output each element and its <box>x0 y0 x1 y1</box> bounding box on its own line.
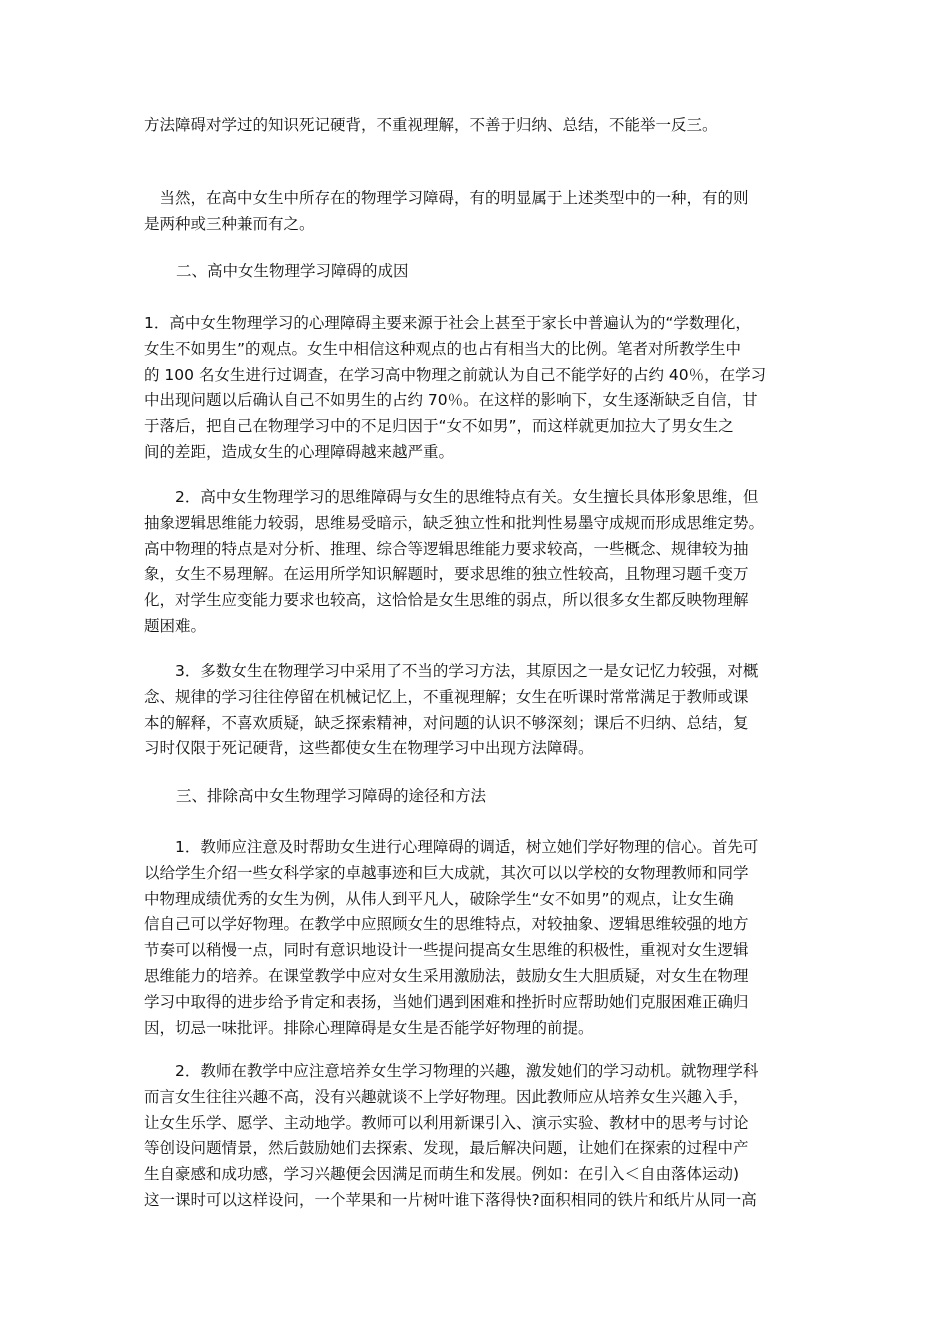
section-heading-causes: 二、高中女生物理学习障碍的成因 <box>176 262 409 280</box>
text-line: 生自豪感和成功感，学习兴趣便会因满足而萌生和发展。例如：在引入＜自由落体运动) <box>144 1165 740 1184</box>
text-line: 间的差距，造成女生的心理障碍越来越严重。 <box>144 442 455 461</box>
text-line: 是两种或三种兼而有之。 <box>144 214 315 233</box>
text-line: 因，切忌一味批评。排除心理障碍是女生是否能学好物理的前提。 <box>144 1018 594 1037</box>
text-line: 等创设问题情景，然后鼓励她们去探索、发现，最后解决问题，让她们在探索的过程中产 <box>144 1139 749 1158</box>
text-line: 以给学生介绍一些女科学家的卓越事迹和巨大成就，其次可以以学校的女物理教师和同学 <box>144 863 749 882</box>
text-line: 方法障碍对学过的知识死记硬背，不重视理解，不善于归纳、总结，不能举一反三。 <box>144 116 718 134</box>
text-line: 化，对学生应变能力要求也较高，这恰恰是女生思维的弱点，所以很多女生都反映物理解 <box>144 591 749 610</box>
text-line: 节奏可以稍慢一点，同时有意识地设计一些提问提高女生思维的积极性，重视对女生逻辑 <box>144 941 749 960</box>
text-line: 1．教师应注意及时帮助女生进行心理障碍的调适，树立她们学好物理的信心。首先可 <box>144 838 759 856</box>
text-line: 的 100 名女生进行过调查，在学习高中物理之前就认为自己不能学好的占约 40％，在学习 <box>144 365 767 384</box>
text-line: 思维能力的培养。在课堂教学中应对女生采用激励法，鼓励女生大胆质疑，对女生在物理 <box>144 966 749 985</box>
text-line: 3．多数女生在物理学习中采用了不当的学习方法，其原因之一是女记忆力较强，对概 <box>144 662 759 680</box>
text-line: 习时仅限于死记硬背，这些都使女生在物理学习中出现方法障碍。 <box>144 739 594 758</box>
text-line: 学习中取得的进步给予肯定和表扬，当她们遇到困难和挫折时应帮助她们克服困难正确归 <box>144 992 749 1011</box>
text-line: 于落后，把自己在物理学习中的不足归因于“女不如男”，而这样就更加拉大了男女生之 <box>144 417 734 436</box>
paragraph-cause-thinking <box>144 485 822 640</box>
text-line: 念、规律的学习往往停留在机械记忆上，不重视理解；女生在听课时常常满足于教师或课 <box>144 687 749 706</box>
text-line: 中物理成绩优秀的女生为例，从伟人到平凡人，破除学生“女不如男”的观点，让女生确 <box>144 889 734 908</box>
text-line: 当然，在高中女生中所存在的物理学习障碍，有的明显属于上述类型中的一种，有的则 <box>144 189 749 207</box>
text-line: 这一课时可以这样设问，一个苹果和一片树叶谁下落得快?面积相同的铁片和纸片从同一高 <box>144 1190 757 1209</box>
text-line: 2．高中女生物理学习的思维障碍与女生的思维特点有关。女生擅长具体形象思维，但 <box>144 488 759 506</box>
paragraph-cause-method <box>144 659 822 762</box>
text-line: 让女生乐学、愿学、主动地学。教师可以利用新课引入、演示实验、教材中的思考与讨论 <box>144 1113 749 1132</box>
text-line: 信自己可以学好物理。在教学中应照顾女生的思维特点，对较抽象、逻辑思维较强的地方 <box>144 915 749 934</box>
paragraph-solution-psychological <box>144 835 822 1041</box>
text-line: 女生不如男生”的观点。女生中相信这种观点的也占有相当大的比例。笔者对所教学生中 <box>144 339 742 358</box>
text-line: 抽象逻辑思维能力较弱，思维易受暗示，缺乏独立性和批判性易墨守成规而形成思维定势。 <box>144 513 765 532</box>
text-line: 象，女生不易理解。在运用所学知识解题时，要求思维的独立性较高，且物理习题千变万 <box>144 565 749 584</box>
paragraph-solution-interest <box>144 1059 822 1214</box>
text-line: 本的解释，不喜欢质疑，缺乏探索精神，对问题的认识不够深刻；课后不归纳、总结，复 <box>144 713 749 732</box>
paragraph-cause-psychological <box>144 311 822 466</box>
paragraph-method-obstacle-ending <box>144 113 822 139</box>
paragraph-combined-types <box>144 186 822 238</box>
text-line: 2．教师在教学中应注意培养女生学习物理的兴趣，激发她们的学习动机。就物理学科 <box>144 1062 759 1080</box>
text-line: 中出现问题以后确认自己不如男生的占约 70％。在这样的影响下，女生逐渐缺乏自信，甘 <box>144 391 758 410</box>
section-heading-solutions: 三、排除高中女生物理学习障碍的途径和方法 <box>176 787 487 805</box>
text-line: 1．高中女生物理学习的心理障碍主要来源于社会上甚至于家长中普遍认为的“学数理化， <box>144 314 751 332</box>
text-line: 而言女生往往兴趣不高，没有兴趣就谈不上学好物理。因此教师应从培养女生兴趣入手， <box>144 1087 749 1106</box>
text-line: 题困难。 <box>144 616 207 635</box>
text-line: 高中物理的特点是对分析、推理、综合等逻辑思维能力要求较高，一些概念、规律较为抽 <box>144 539 749 558</box>
